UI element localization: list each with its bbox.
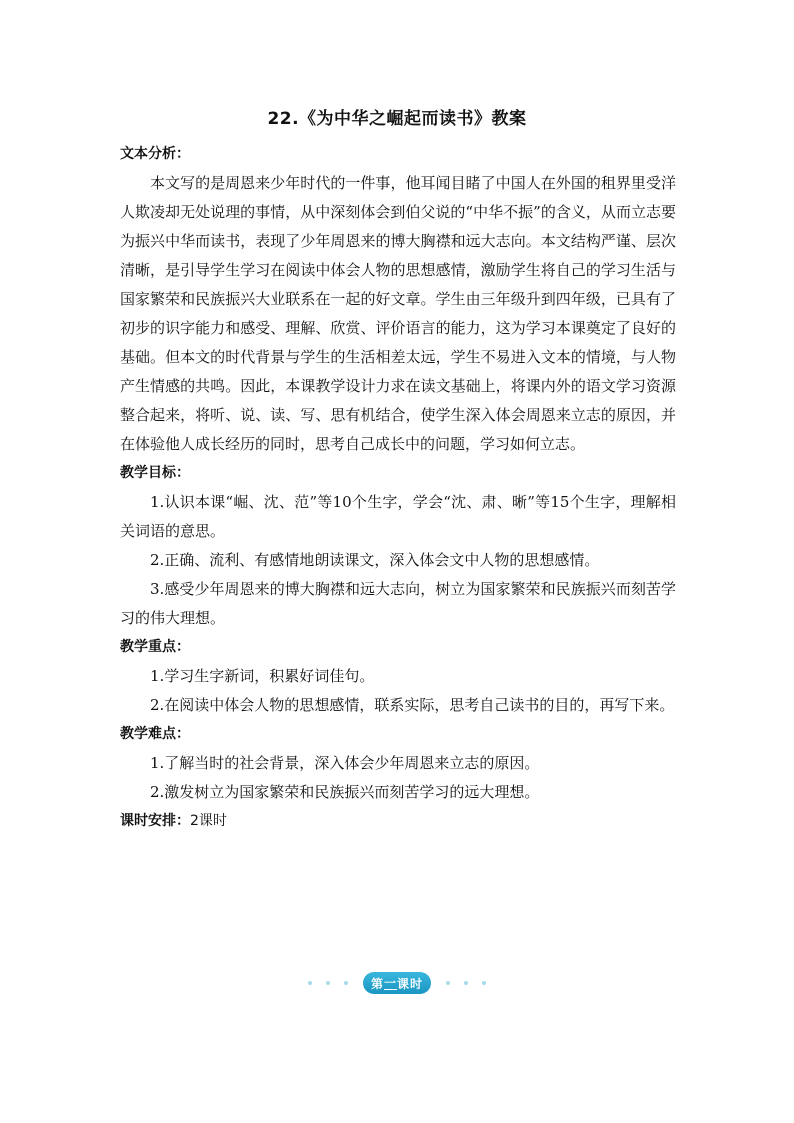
divider-dot bbox=[464, 981, 468, 985]
difficulties-heading: 教学难点： bbox=[120, 726, 190, 742]
difficulty-item: 1.了解当时的社会背景，深入体会少年周恩来立志的原因。 bbox=[150, 754, 540, 772]
divider-dot bbox=[308, 981, 312, 985]
key-point-item: 2.在阅读中体会人物的思想感情，联系实际，思考自己读书的目的，再写下来。 bbox=[150, 696, 675, 714]
schedule-label: 课时安排： bbox=[120, 813, 190, 829]
badge-char: 第 bbox=[370, 976, 384, 991]
badge-char: 一 bbox=[383, 975, 397, 990]
document-body bbox=[120, 140, 676, 836]
badge-char: 时 bbox=[410, 976, 424, 991]
analysis-heading: 文本分析： bbox=[120, 146, 190, 162]
divider-dot bbox=[482, 981, 486, 985]
badge-char: 课 bbox=[397, 976, 411, 991]
section-badge bbox=[363, 972, 431, 994]
divider-dot bbox=[344, 981, 348, 985]
document-title: 22.《为中华之崛起而读书》教案 bbox=[267, 109, 527, 129]
schedule-line bbox=[120, 807, 676, 836]
goal-item: 3.感受少年周恩来的博大胸襟和远大志向，树立为国家繁荣和民族振兴而刻苦学习的伟大理想。 bbox=[120, 580, 676, 627]
goal-item: 1.认识本课“崛、沈、范”等10个生字，学会“沈、肃、晰”等15个生字，理解相关词语的意思。 bbox=[120, 493, 676, 540]
analysis-paragraph: 本文写的是周恩来少年时代的一件事，他耳闻目睹了中国人在外国的租界里受洋人欺凌却无处说理的事情，从中深刻体会到伯父说的“中华不振”的含义，从而立志要为振兴中华而读书，表现了少年周恩来的博大胸襟和远大志向。本文结构严谨、层次清晰，是引导学生学习在阅读中体会人物的思想感情，激励学生将自己的学习生活与国家繁荣和民族振兴大业联系在一起的好文章。学生由三年级升到四年级，已具有了初步的识字能力和感受、理解、欣赏、评价语言的能力，这为学习本课奠定了良好的基础。但本文的时代背景与学生的生活相差太远，学生不易进入文本的情境，与人物产生情感的共鸣。因此，本课教学设计力求在读文基础上，将课内外的语文学习资源整合起来，将听、说、读、写、思有机结合，使学生深入体会周恩来立志的原因，并在体验他人成长经历的同时，思考自己成长中的问题，学习如何立志。 bbox=[120, 174, 676, 453]
key-point-item: 1.学习生字新词，积累好词佳句。 bbox=[150, 667, 375, 685]
key-points-heading: 教学重点： bbox=[120, 639, 190, 655]
divider-dot bbox=[326, 981, 330, 985]
goals-heading: 教学目标： bbox=[120, 465, 190, 481]
goal-item: 2.正确、流利、有感情地朗读课文，深入体会文中人物的思想感情。 bbox=[150, 551, 600, 569]
divider-dot bbox=[446, 981, 450, 985]
section-divider bbox=[0, 972, 794, 994]
difficulty-item: 2.激发树立为国家繁荣和民族振兴而刻苦学习的远大理想。 bbox=[150, 783, 540, 801]
schedule-value: 2课时 bbox=[190, 813, 227, 829]
